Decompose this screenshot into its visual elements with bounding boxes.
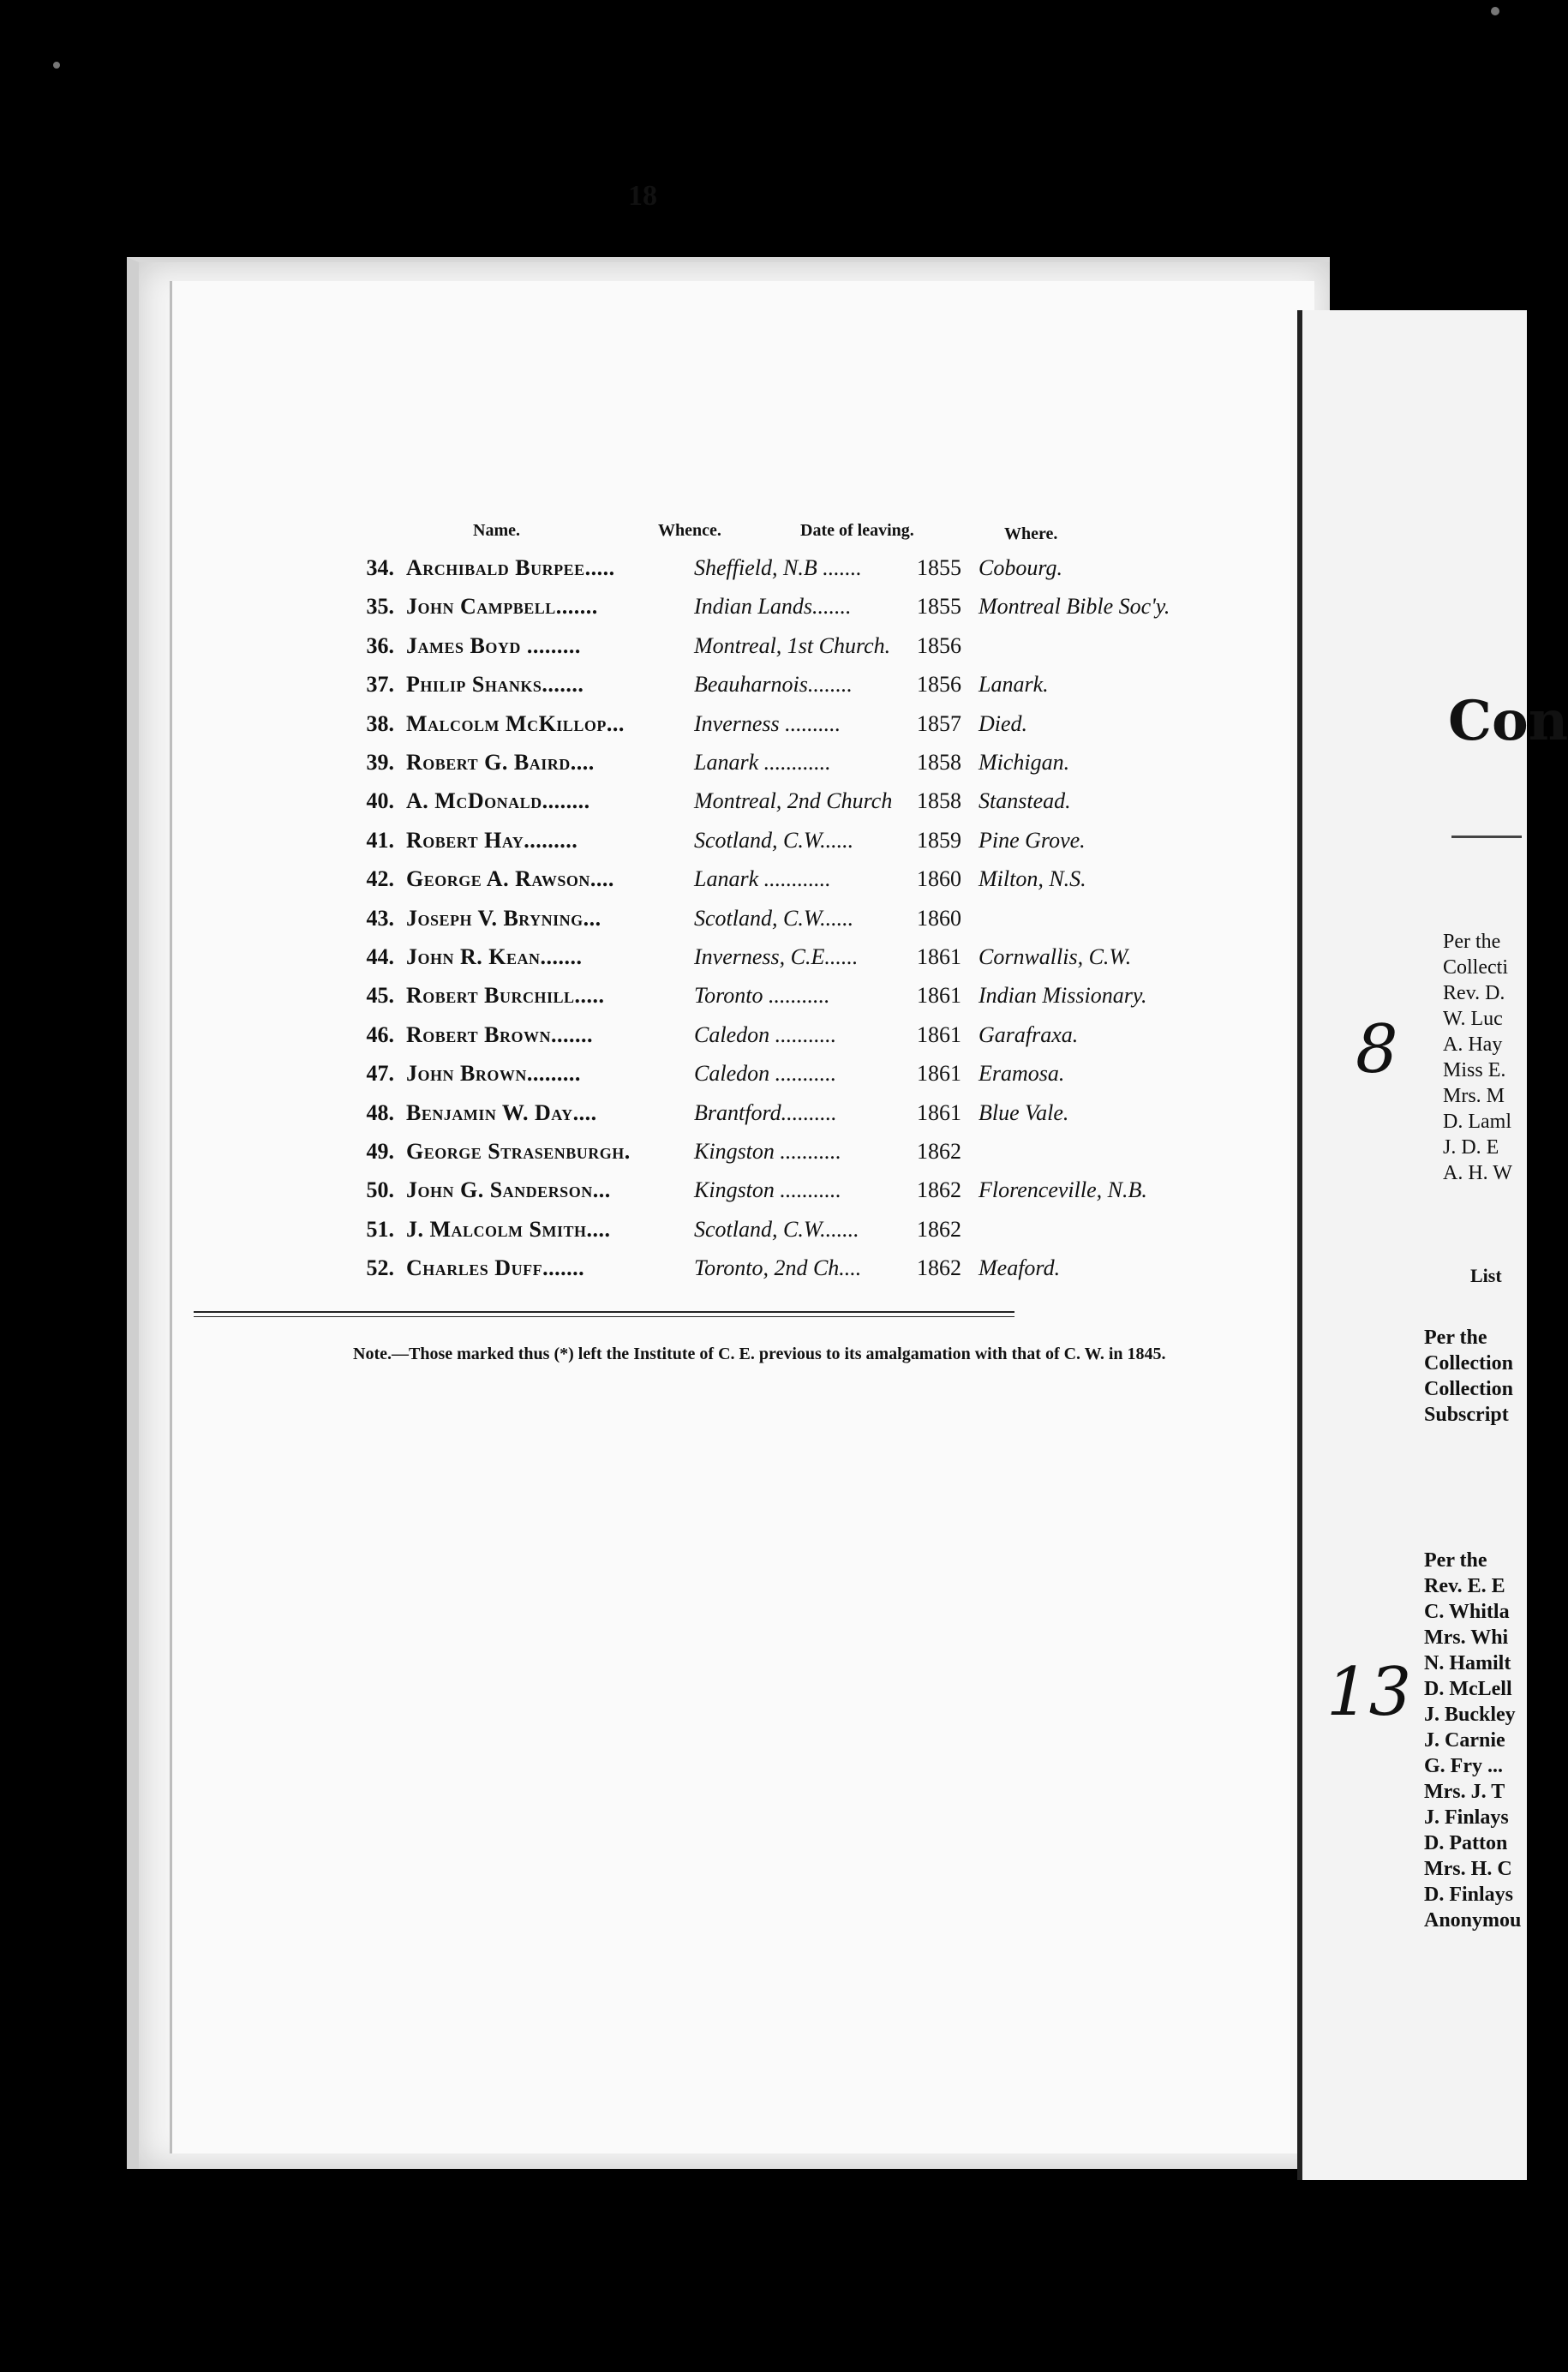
entry-whence: Inverness, C.E...... [694, 944, 859, 969]
entry-date: 1859 [917, 828, 961, 853]
entry-whence: Lanark ............ [694, 750, 831, 775]
entry-whence: Scotland, C.W...... [694, 906, 854, 931]
entry-where: Cobourg. [979, 555, 1062, 580]
entry-where: Eramosa. [979, 1061, 1065, 1086]
entry-whence: Kingston ........... [694, 1177, 841, 1202]
right-page-line: W. Luc [1443, 1008, 1503, 1030]
entry-name: John R. Kean....... [406, 944, 583, 969]
right-page-line: Mrs. Whi [1424, 1626, 1509, 1649]
right-page-line: Rev. E. E [1424, 1575, 1505, 1597]
table-row [355, 555, 1383, 590]
entry-date: 1861 [917, 944, 961, 969]
right-page-line: Mrs. M [1443, 1085, 1505, 1107]
entry-whence: Indian Lands....... [694, 594, 852, 619]
entry-whence: Toronto ........... [694, 983, 830, 1008]
right-page-rule [1451, 836, 1522, 838]
entry-whence: Sheffield, N.B ....... [694, 555, 862, 580]
entry-date: 1860 [917, 866, 961, 891]
right-page-line: Mrs. H. C [1424, 1858, 1512, 1880]
table-row [355, 1177, 1383, 1212]
entry-whence: Kingston ........... [694, 1139, 841, 1164]
entry-date: 1862 [917, 1217, 961, 1242]
right-page-line: Anonymou [1424, 1909, 1522, 1932]
entry-number: 46. [366, 1022, 394, 1047]
entry-name: Malcolm McKillop... [406, 711, 625, 736]
right-page-line: J. Carnie [1424, 1729, 1505, 1752]
entry-number: 52. [366, 1255, 394, 1280]
entry-where: Michigan. [979, 750, 1070, 775]
divider-rule [194, 1311, 1014, 1313]
entry-name: John Campbell....... [406, 594, 598, 619]
entry-date: 1855 [917, 555, 961, 580]
divider-rule [194, 1316, 1014, 1317]
table-row [355, 1022, 1383, 1057]
right-page-line: J. D. E [1443, 1136, 1499, 1159]
entry-whence: Scotland, C.W....... [694, 1217, 859, 1242]
table-row [355, 1061, 1383, 1095]
entry-name: George Strasenburgh. [406, 1139, 631, 1164]
entry-name: John G. Sanderson... [406, 1177, 611, 1202]
right-page-line: C. Whitla [1424, 1601, 1510, 1623]
column-header-where: Where. [1004, 524, 1058, 543]
entry-where: Cornwallis, C.W. [979, 944, 1132, 969]
entry-where: Lanark. [979, 672, 1049, 697]
entry-whence: Brantford.......... [694, 1100, 837, 1125]
entry-where: Garafraxa. [979, 1022, 1079, 1047]
right-page-line: D. Finlays [1424, 1884, 1514, 1906]
entry-date: 1856 [917, 633, 961, 658]
entry-name: Joseph V. Bryning... [406, 906, 601, 931]
table-row [355, 828, 1383, 862]
right-page-line: Per the [1443, 931, 1501, 953]
entry-name: Archibald Burpee..... [406, 555, 615, 580]
table-row [355, 633, 1383, 668]
table-row [355, 1255, 1383, 1290]
table-row [355, 1217, 1383, 1251]
entry-where: Florenceville, N.B. [979, 1177, 1147, 1202]
right-page-line: Subscript [1424, 1404, 1509, 1426]
right-page-line: Collection [1424, 1352, 1513, 1375]
right-page-line: Collecti [1443, 956, 1508, 979]
entry-number: 34. [366, 555, 394, 580]
right-page-list-label: List [1470, 1265, 1502, 1286]
entry-name: John Brown......... [406, 1061, 581, 1086]
scan-speck [1491, 7, 1499, 15]
entry-number: 50. [366, 1177, 394, 1202]
entry-whence: Beauharnois........ [694, 672, 853, 697]
entry-date: 1862 [917, 1255, 961, 1280]
entry-number: 48. [366, 1100, 394, 1125]
table-row [355, 750, 1383, 784]
right-page-heading: Con [1448, 689, 1568, 753]
entry-whence: Scotland, C.W...... [694, 828, 854, 853]
table-row [355, 983, 1383, 1017]
right-page-line: D. Patton [1424, 1832, 1508, 1854]
entry-whence: Caledon ........... [694, 1061, 837, 1086]
entry-number: 49. [366, 1139, 394, 1164]
entry-where: Montreal Bible Soc'y. [979, 594, 1170, 619]
table-row [355, 711, 1383, 746]
entry-number: 43. [366, 906, 394, 931]
entry-name: J. Malcolm Smith.... [406, 1217, 611, 1242]
right-page-line: N. Hamilt [1424, 1652, 1511, 1674]
column-header-whence: Whence. [658, 521, 721, 540]
entry-date: 1858 [917, 788, 961, 813]
entry-date: 1861 [917, 1061, 961, 1086]
right-page-line: D. Laml [1443, 1111, 1511, 1133]
entry-date: 1862 [917, 1139, 961, 1164]
entry-date: 1855 [917, 594, 961, 619]
entry-number: 44. [366, 944, 394, 969]
entry-name: James Boyd ......... [406, 633, 581, 658]
entry-name: Benjamin W. Day.... [406, 1100, 597, 1125]
entry-date: 1857 [917, 711, 961, 736]
entry-name: Robert G. Baird.... [406, 750, 595, 775]
table-row [355, 788, 1383, 823]
entry-name: George A. Rawson.... [406, 866, 614, 891]
entry-whence: Caledon ........... [694, 1022, 837, 1047]
entry-where: Blue Vale. [979, 1100, 1069, 1125]
entry-where: Died. [979, 711, 1028, 736]
table-row [355, 1100, 1383, 1135]
entry-name: Robert Burchill..... [406, 983, 605, 1008]
right-page-line: A. H. W [1443, 1162, 1512, 1184]
table-row [355, 866, 1383, 901]
entry-date: 1860 [917, 906, 961, 931]
table-row [355, 672, 1383, 706]
entry-where: Pine Grove. [979, 828, 1086, 853]
left-page [127, 257, 1330, 2169]
entry-where: Stanstead. [979, 788, 1071, 813]
entry-date: 1861 [917, 1100, 961, 1125]
entry-date: 1861 [917, 1022, 961, 1047]
entry-number: 35. [366, 594, 394, 619]
page-number: 18 [628, 180, 657, 212]
entry-number: 39. [366, 750, 394, 775]
entry-name: Charles Duff....... [406, 1255, 585, 1280]
table-row [355, 594, 1383, 628]
right-page-line: Collection [1424, 1378, 1513, 1400]
entry-number: 45. [366, 983, 394, 1008]
right-page-line: D. McLell [1424, 1678, 1512, 1700]
entry-where: Indian Missionary. [979, 983, 1147, 1008]
entry-whence: Lanark ............ [694, 866, 831, 891]
scan-speck [53, 62, 60, 69]
entry-where: Meaford. [979, 1255, 1061, 1280]
table-row [355, 1139, 1383, 1173]
table-row [355, 906, 1383, 940]
entry-number: 51. [366, 1217, 394, 1242]
entry-date: 1862 [917, 1177, 961, 1202]
entry-where: Milton, N.S. [979, 866, 1086, 891]
entry-date: 1861 [917, 983, 961, 1008]
entry-date: 1858 [917, 750, 961, 775]
entry-number: 38. [366, 711, 394, 736]
table-row [355, 944, 1383, 979]
right-page-line: Mrs. J. T [1424, 1781, 1505, 1803]
right-page-line: G. Fry ... [1424, 1755, 1503, 1777]
entry-name: Robert Brown....... [406, 1022, 594, 1047]
right-page-line: A. Hay [1443, 1033, 1503, 1056]
entry-name: A. McDonald........ [406, 788, 590, 813]
right-page-line: Rev. D. [1443, 982, 1505, 1004]
entry-whence: Montreal, 2nd Church [694, 788, 893, 813]
entry-number: 40. [366, 788, 394, 813]
entry-number: 36. [366, 633, 394, 658]
handwritten-mark-13: 13 [1326, 1654, 1412, 1731]
entry-number: 37. [366, 672, 394, 697]
entry-number: 41. [366, 828, 394, 853]
right-page-line: Per the [1424, 1327, 1487, 1349]
entry-number: 47. [366, 1061, 394, 1086]
right-page-line: Per the [1424, 1549, 1487, 1572]
entry-name: Philip Shanks....... [406, 672, 584, 697]
entry-whence: Toronto, 2nd Ch.... [694, 1255, 862, 1280]
handwritten-mark-8: 8 [1356, 1011, 1398, 1088]
column-header-name: Name. [473, 521, 520, 540]
entry-date: 1856 [917, 672, 961, 697]
footnote: Note.—Those marked thus (*) left the Institute of C. E. previous to its amalgamation with that of C. W. in 1845. [353, 1345, 1166, 1363]
right-page-line: J. Finlays [1424, 1806, 1509, 1829]
entry-whence: Montreal, 1st Church. [694, 633, 891, 658]
entry-number: 42. [366, 866, 394, 891]
column-header-date: Date of leaving. [800, 521, 914, 540]
right-page-line: Miss E. [1443, 1059, 1506, 1081]
entry-name: Robert Hay......... [406, 828, 578, 853]
entry-whence: Inverness .......... [694, 711, 841, 736]
right-page-line: J. Buckley [1424, 1704, 1516, 1726]
